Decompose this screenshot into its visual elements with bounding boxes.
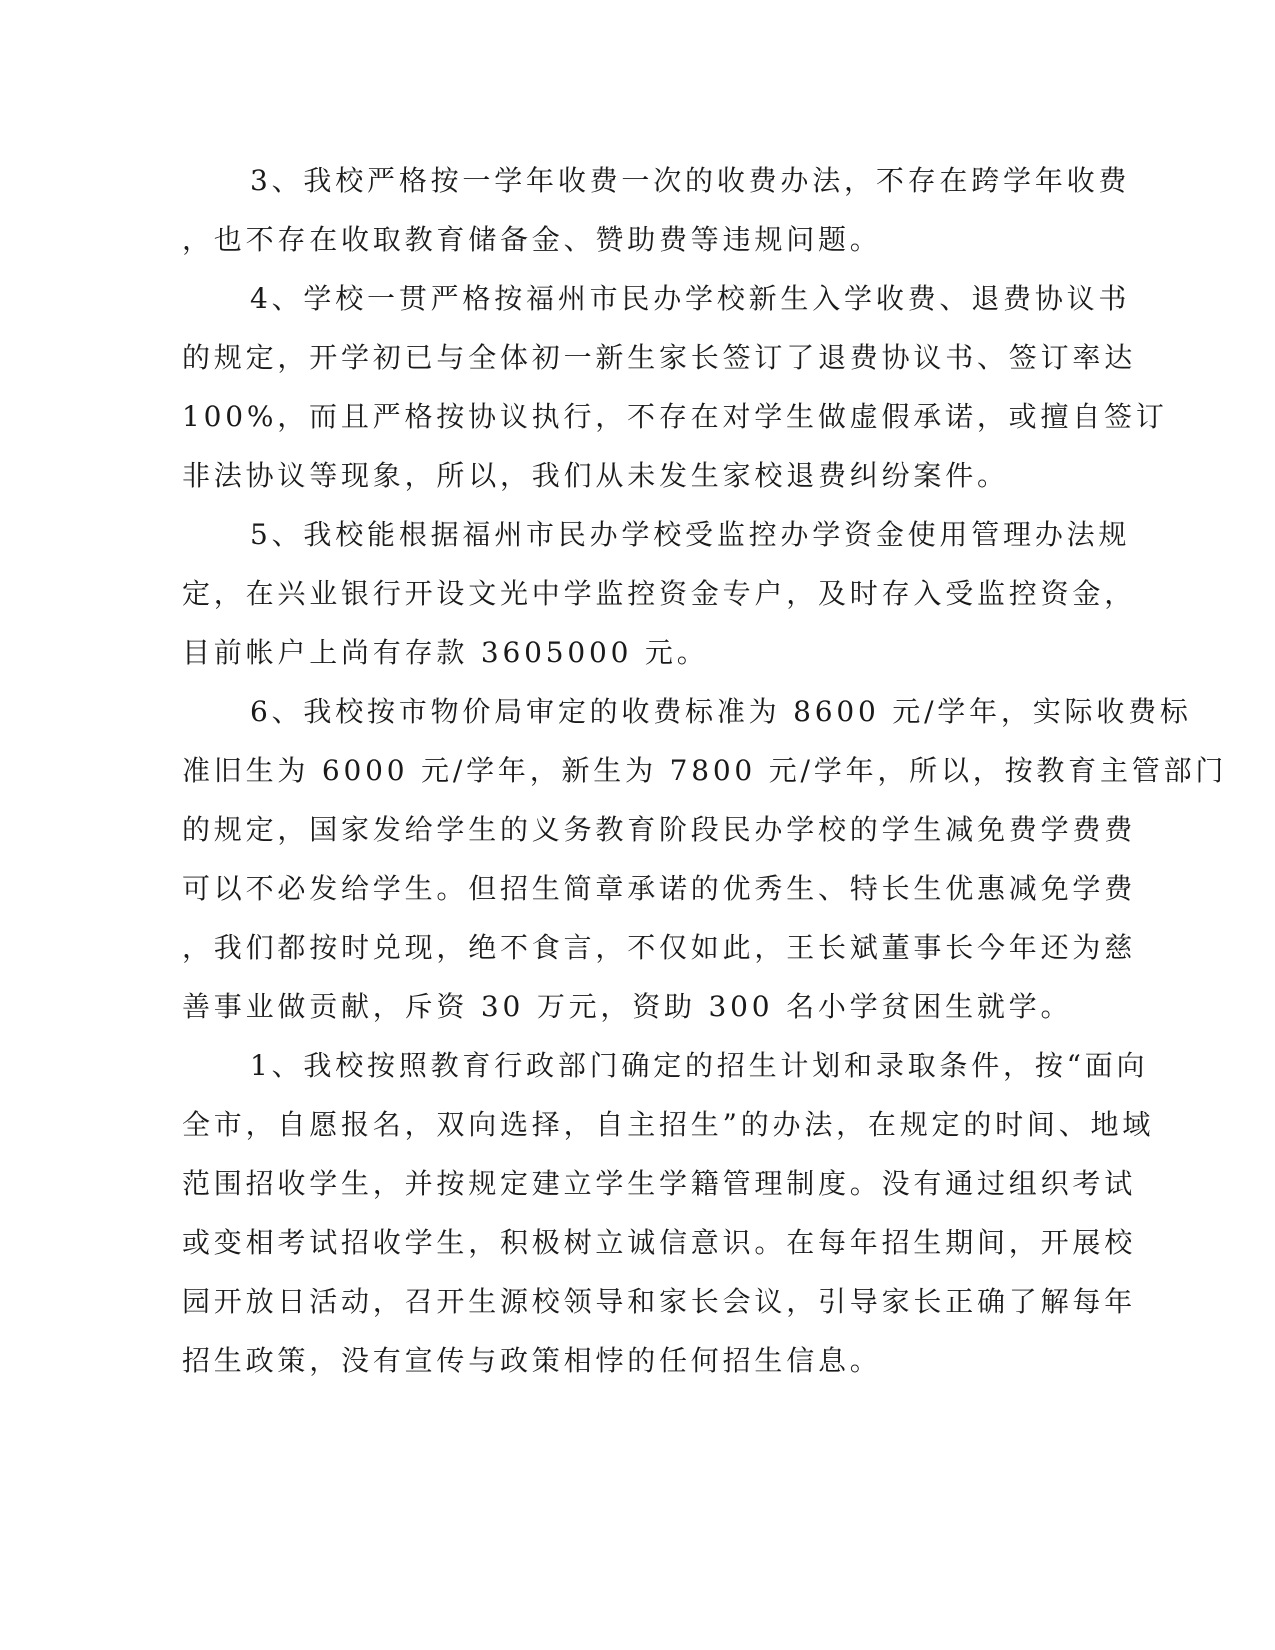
text-line: 非法协议等现象，所以，我们从未发生家校退费纠纷案件。 (182, 459, 1009, 492)
text-line: 1、我校按照教育行政部门确定的招生计划和录取条件，按“面向 (250, 1049, 1149, 1082)
text-line: 的规定，开学初已与全体初一新生家长签订了退费协议书、签订率达 (182, 341, 1137, 374)
text-line: 100%，而且严格按协议执行，不存在对学生做虚假承诺，或擅自签订 (182, 400, 1168, 433)
text-line: 招生政策，没有宣传与政策相悖的任何招生信息。 (182, 1344, 882, 1377)
text-line: 3、我校严格按一学年收费一次的收费办法，不存在跨学年收费 (250, 164, 1131, 197)
text-line: 的规定，国家发给学生的义务教育阶段民办学校的学生减免费学费费 (182, 813, 1137, 846)
text-line: 或变相考试招收学生，积极树立诚信意识。在每年招生期间，开展校 (182, 1226, 1137, 1259)
text-line: 4、学校一贯严格按福州市民办学校新生入学收费、退费协议书 (250, 282, 1131, 315)
text-line: 善事业做贡献，斥资 30 万元，资助 300 名小学贫困生就学。 (182, 990, 1073, 1023)
text-line: ，我们都按时兑现，绝不食言，不仅如此，王长斌董事长今年还为慈 (182, 931, 1137, 964)
text-line: 园开放日活动，召开生源校领导和家长会议，引导家长正确了解每年 (182, 1285, 1137, 1318)
text-line: 目前帐户上尚有存款 3605000 元。 (182, 636, 709, 669)
text-line: 全市，自愿报名，双向选择，自主招生”的办法，在规定的时间、地域 (182, 1108, 1155, 1141)
text-line: 范围招收学生，并按规定建立学生学籍管理制度。没有通过组织考试 (182, 1167, 1137, 1200)
text-line: 可以不必发给学生。但招生简章承诺的优秀生、特长生优惠减免学费 (182, 872, 1137, 905)
text-line: 定，在兴业银行开设文光中学监控资金专户，及时存入受监控资金， (182, 577, 1137, 610)
text-line: 5、我校能根据福州市民办学校受监控办学资金使用管理办法规 (250, 518, 1131, 551)
text-line: 6、我校按市物价局审定的收费标准为 8600 元/学年，实际收费标 (250, 695, 1192, 728)
text-line: 准旧生为 6000 元/学年，新生为 7800 元/学年，所以，按教育主管部门 (182, 754, 1228, 787)
text-line: ，也不存在收取教育储备金、赞助费等违规问题。 (182, 223, 882, 256)
